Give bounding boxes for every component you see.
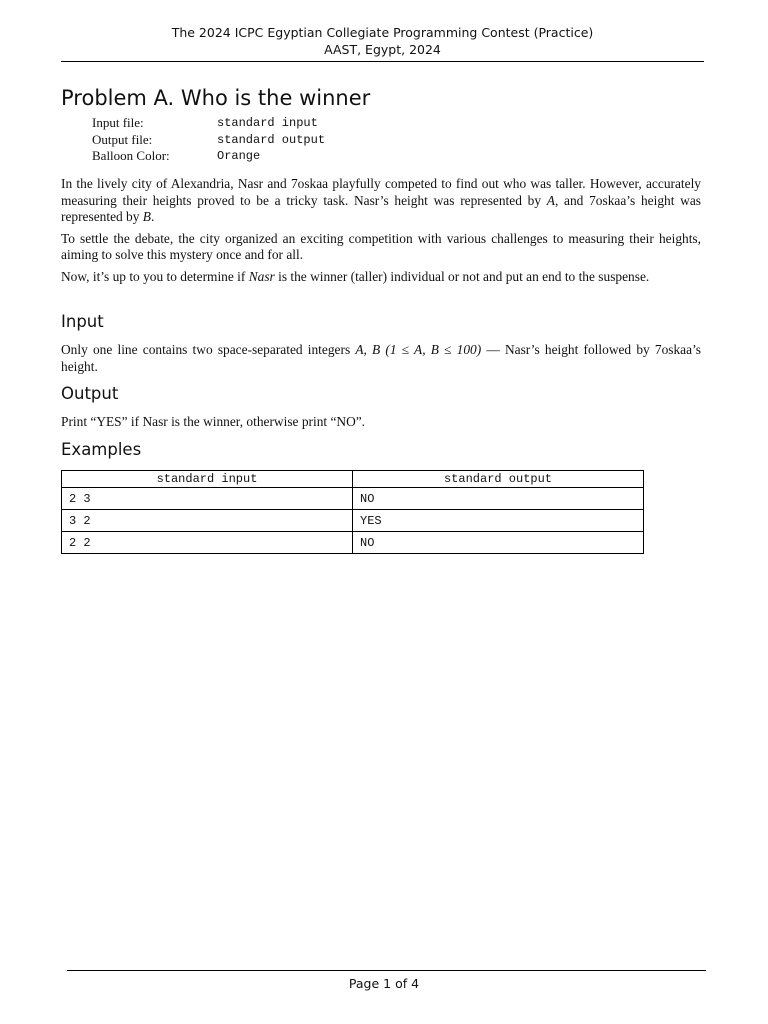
example-input: 2 2 — [62, 532, 353, 554]
statement-paragraph — [61, 269, 701, 286]
statement-paragraph — [61, 176, 701, 226]
header-divider — [61, 61, 704, 62]
examples-header-row — [62, 471, 644, 488]
example-output: NO — [353, 532, 644, 554]
statement-text: In the lively city of Alexandria, Nasr and 7oskaa playfully competed to find out who was taller. However, accurately measuring their heights proved to be a tricky task. Nasr’s height was represented by — [61, 176, 701, 208]
example-output: YES — [353, 510, 644, 532]
contest-venue: AAST, Egypt, 2024 — [324, 42, 441, 57]
example-input: 3 2 — [62, 510, 353, 532]
input-description — [61, 342, 701, 380]
input-heading: Input — [61, 312, 104, 331]
examples-heading: Examples — [61, 440, 142, 459]
math-variable: B — [142, 209, 151, 224]
output-heading: Output — [61, 384, 119, 403]
table-row — [62, 488, 644, 510]
meta-value: Orange — [217, 149, 261, 163]
examples-table — [61, 470, 644, 554]
meta-value: standard input — [217, 116, 318, 130]
meta-label: Output file: — [92, 131, 153, 147]
statement-paragraph: To settle the debate, the city organized an exciting competition with various challenges to measuring their heights, aiming to solve this mystery once and for all. — [61, 230, 701, 262]
statement-text: is the winner (taller) individual or not and put an end to the suspense. — [274, 268, 650, 284]
problem-meta — [92, 115, 325, 165]
meta-value: standard output — [217, 132, 326, 147]
output-description — [61, 414, 701, 436]
statement-text: , and 7oskaa’s height was represented by — [61, 192, 701, 224]
meta-input-file — [92, 115, 325, 132]
contest-name: The 2024 ICPC Egyptian Collegiate Programming Contest (Practice) — [171, 25, 594, 40]
page-header — [61, 24, 704, 58]
table-row — [62, 532, 644, 554]
math-variable: Nasr — [248, 268, 275, 284]
input-text: — Nasr’s height followed by 7oskaa’s height. — [61, 342, 702, 374]
table-row — [62, 510, 644, 532]
example-output: NO — [353, 488, 644, 510]
page-number: Page 1 of 4 — [348, 976, 420, 991]
input-constraint: A, B (1 ≤ A, B ≤ 100) — [355, 342, 482, 357]
footer-divider — [67, 970, 706, 971]
col-standard-output: standard output — [353, 471, 644, 488]
problem-title: Problem A. Who is the winner — [61, 86, 371, 110]
problem-statement — [61, 176, 701, 290]
meta-label: Balloon Color: — [92, 148, 170, 163]
meta-balloon-color — [92, 148, 325, 165]
statement-text: . — [150, 209, 155, 224]
example-input: 2 3 — [62, 488, 353, 510]
col-standard-input: standard input — [62, 471, 353, 488]
statement-text: Now, it’s up to you to determine if — [61, 268, 249, 284]
input-text: Only one line contains two space-separated integers — [61, 342, 356, 357]
output-paragraph: Print “YES” if Nasr is the winner, otherwise print “NO”. — [61, 414, 366, 429]
meta-output-file — [92, 132, 325, 149]
meta-label: Input file: — [92, 115, 144, 130]
input-paragraph — [61, 342, 701, 375]
math-variable: A — [546, 192, 555, 208]
